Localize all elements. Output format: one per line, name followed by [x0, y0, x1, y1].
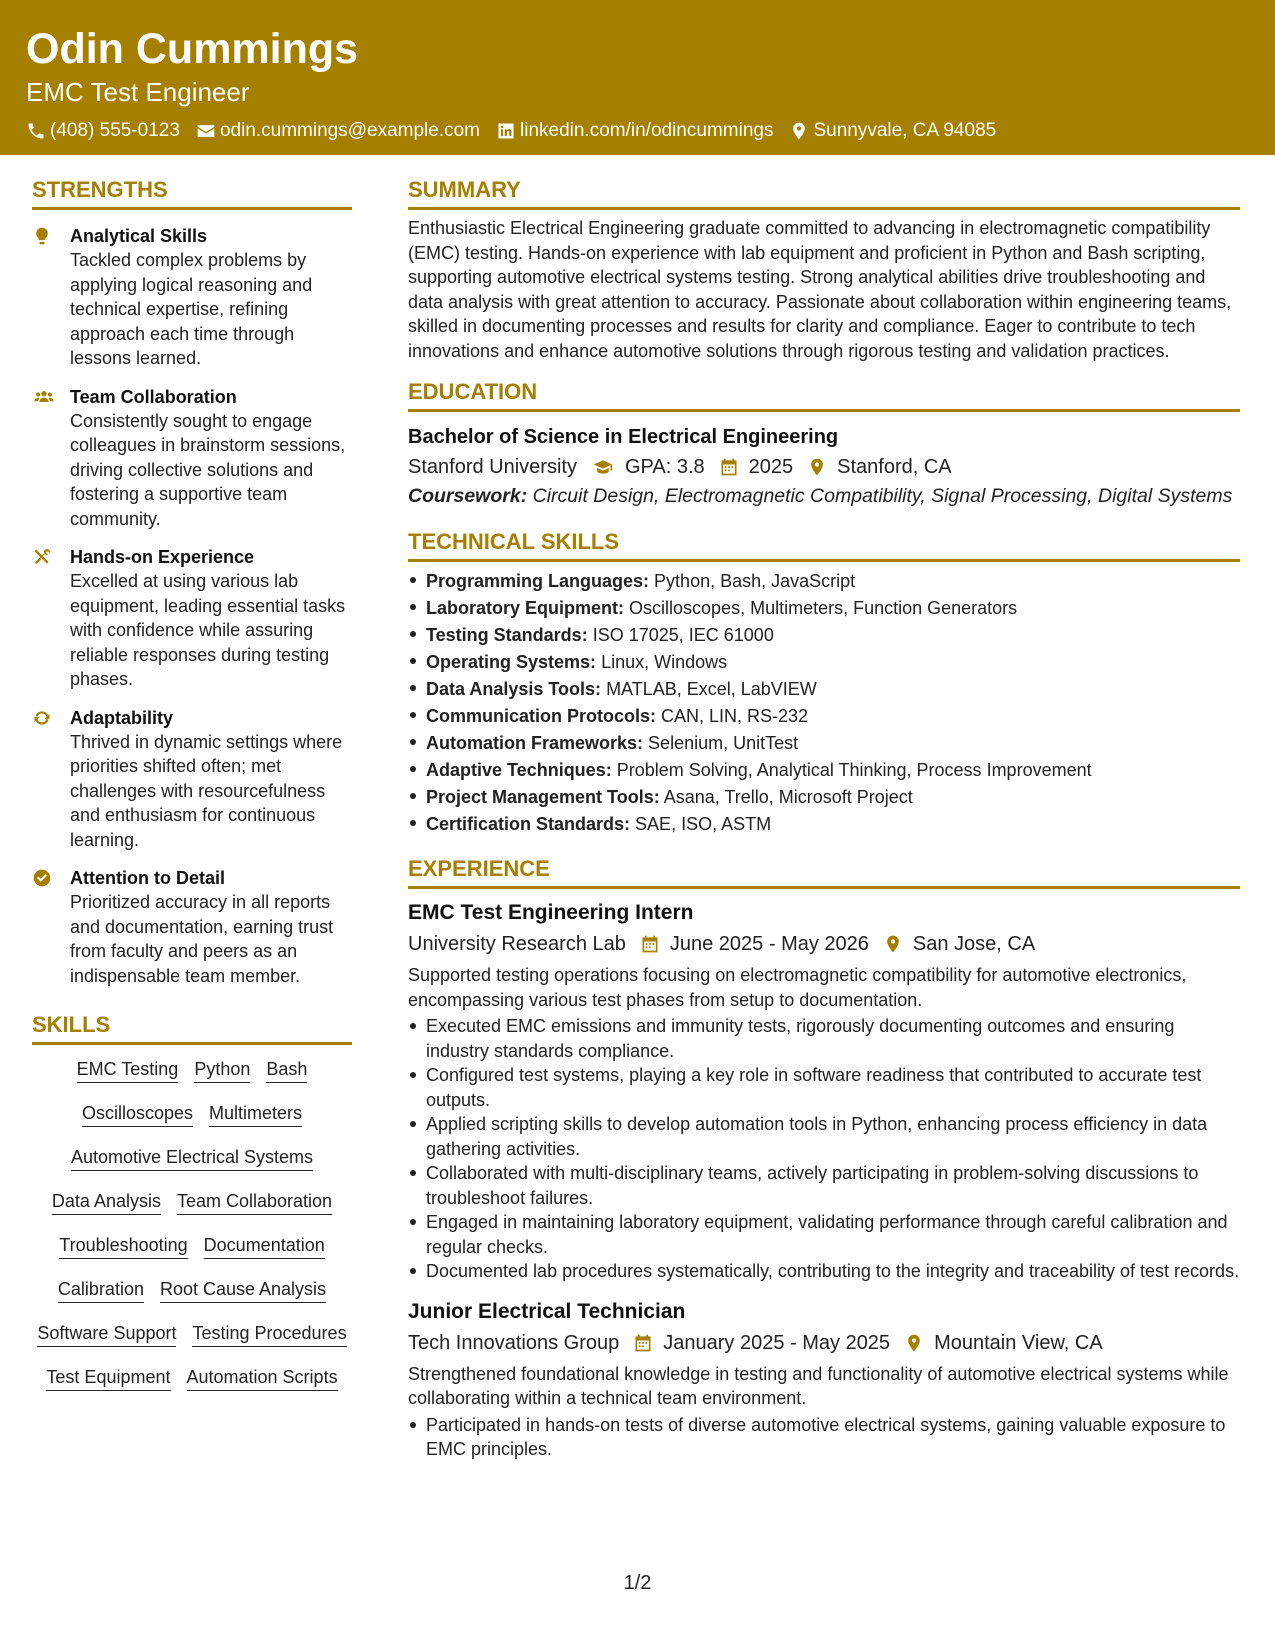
location-text: Sunnyvale, CA 94085 [813, 120, 997, 141]
strength-item [32, 224, 352, 371]
list-item: Applied scripting skills to develop automation tools in Python, enhancing process efficiency in data gathering activities. [408, 1112, 1240, 1161]
skill-tag: Multimeters [209, 1101, 302, 1127]
skills-heading: SKILLS [32, 1010, 352, 1045]
location-pin-icon [789, 121, 809, 141]
job-description: Strengthened foundational knowledge in testing and functionality of automotive electrical systems while collaborating within a technical team environment. [408, 1363, 1229, 1408]
check-circle-icon [32, 868, 52, 888]
company-name: Tech Innovations Group [408, 1331, 620, 1354]
list-item: Configured test systems, playing a key role in software readiness that contributed to accurate test outputs. [408, 1063, 1240, 1112]
calendar-icon [640, 934, 660, 954]
tech-value: MATLAB, Excel, LabVIEW [606, 679, 817, 699]
lightbulb-icon [32, 226, 52, 246]
job-meta [408, 1329, 1240, 1357]
job-dates: January 2025 - May 2025 [663, 1331, 891, 1354]
tech-value: Oscilloscopes, Multimeters, Function Generators [629, 598, 1018, 618]
strength-item [32, 706, 352, 853]
job-description: Supported testing operations focusing on electromagnetic compatibility for automotive electronics, encompassing various test phases from setup to documentation. [408, 965, 1187, 1010]
skill-tag: Python [194, 1057, 250, 1083]
tech-label: Automation Frameworks: [426, 733, 644, 753]
school-location: Stanford, CA [837, 456, 952, 478]
strengths-heading: STRENGTHS [32, 175, 352, 210]
experience-heading: EXPERIENCE [408, 854, 1240, 889]
strength-desc: Tackled complex problems by applying logical reasoning and technical expertise, refining approach each time through lessons learned. [70, 250, 313, 368]
skill-tag: Data Analysis [52, 1189, 161, 1215]
list-item: Documented lab procedures systematically, contributing to the integrity and traceability of test records. [408, 1259, 1240, 1284]
job-entry [408, 899, 1240, 1284]
technical-skills-list [408, 568, 1240, 838]
phone-text: (408) 555-0123 [50, 120, 180, 141]
summary-text: Enthusiastic Electrical Engineering graduate committed to advancing in electromagnetic compatibility (EMC) testing. Hands-on experience with lab equipment and proficient in Python and Bash scripting, supporting automotive electrical systems testing. Strong analytical abilities drive troubleshooting and data analysis with great attention to accuracy. Passionate about collaboration within engineering teams, skilled in documenting processes and results for clarity and compliance. Eager to contribute to tech innovations and enhance automotive solutions through rigorous testing and validation practices. [408, 218, 1232, 361]
list-item [408, 568, 1240, 595]
skill-tag: Automotive Electrical Systems [71, 1145, 313, 1171]
strength-item [32, 545, 352, 692]
skill-tag: Oscilloscopes [82, 1101, 193, 1127]
tech-value: Linux, Windows [601, 652, 728, 672]
left-column [32, 175, 352, 1391]
skill-tag: Troubleshooting [59, 1233, 187, 1259]
skill-tag: Software Support [37, 1321, 176, 1347]
tech-label: Certification Standards: [426, 814, 631, 834]
coursework-list: Circuit Design, Electromagnetic Compatibility, Signal Processing, Digital Systems [532, 485, 1233, 507]
tech-value: CAN, LIN, RS-232 [661, 706, 809, 726]
skill-tag: Test Equipment [46, 1365, 170, 1391]
job-meta [408, 930, 1240, 958]
strength-item [32, 866, 352, 988]
strength-desc: Consistently sought to engage colleagues in brainstorm sessions, driving collective solutions and fostering a supportive team community. [70, 410, 346, 529]
tech-value: Problem Solving, Analytical Thinking, Process Improvement [616, 760, 1092, 780]
tech-value: Python, Bash, JavaScript [654, 571, 856, 591]
list-item [408, 784, 1240, 811]
candidate-name: Odin Cummings [26, 25, 359, 73]
list-item: Collaborated with multi-disciplinary teams, actively participating in problem-solving discussions to troubleshoot failures. [408, 1161, 1240, 1210]
list-item [408, 730, 1240, 757]
contact-phone [26, 118, 180, 144]
contact-bar [26, 118, 1249, 144]
degree-title: Bachelor of Science in Electrical Engineering [408, 426, 839, 448]
skill-tag: Bash [266, 1057, 307, 1083]
list-item: Engaged in maintaining laboratory equipment, validating performance through careful calibration and regular checks. [408, 1210, 1240, 1259]
strength-desc: Prioritized accuracy in all reports and documentation, earning trust from faculty and peers as an indispensable team member. [70, 892, 334, 986]
tech-value: SAE, ISO, ASTM [635, 814, 772, 834]
skill-tag: Team Collaboration [177, 1189, 332, 1215]
graduation-cap-icon [591, 457, 615, 477]
right-column [408, 175, 1240, 1462]
list-item: Participated in hands-on tests of diverse automotive electrical systems, gaining valuable exposure to EMC principles. [408, 1413, 1240, 1462]
strength-title: Team Collaboration [70, 386, 237, 407]
education-meta [408, 453, 1240, 481]
contact-linkedin[interactable] [496, 118, 773, 144]
calendar-icon [633, 1333, 653, 1353]
skill-tag: Calibration [58, 1277, 144, 1303]
tech-label: Programming Languages: [426, 571, 650, 591]
coursework [408, 484, 1240, 509]
list-item [408, 595, 1240, 622]
job-location: Mountain View, CA [934, 1331, 1103, 1354]
skill-tag: Testing Procedures [192, 1321, 346, 1347]
technical-skills-heading: TECHNICAL SKILLS [408, 527, 1240, 562]
calendar-icon [719, 457, 739, 477]
tech-value: Selenium, UnitTest [648, 733, 799, 753]
list-item [408, 622, 1240, 649]
tech-value: Asana, Trello, Microsoft Project [663, 787, 913, 807]
strength-title: Analytical Skills [70, 226, 208, 246]
graduation-year: 2025 [748, 456, 794, 478]
list-item [408, 703, 1240, 730]
strength-item [32, 385, 352, 532]
skill-tag: Documentation [204, 1233, 325, 1259]
tech-value: ISO 17025, IEC 61000 [592, 625, 774, 645]
location-pin-icon [904, 1333, 924, 1353]
list-item: Executed EMC emissions and immunity tests, rigorously documenting outcomes and ensuring industry standards compliance. [408, 1014, 1240, 1063]
job-bullets [408, 1413, 1240, 1462]
phone-icon [26, 121, 46, 141]
tools-icon [32, 547, 52, 567]
gpa-value: GPA: 3.8 [624, 456, 705, 478]
tech-label: Laboratory Equipment: [426, 598, 625, 618]
envelope-icon [196, 121, 216, 141]
tech-label: Testing Standards: [426, 625, 588, 645]
linkedin-icon [496, 121, 516, 141]
job-title: EMC Test Engineering Intern [408, 901, 694, 924]
skill-tag: Automation Scripts [187, 1365, 338, 1391]
location-pin-icon [883, 934, 903, 954]
users-icon [32, 387, 56, 407]
coursework-label: Coursework: [408, 485, 528, 507]
strength-desc: Excelled at using various lab equipment, leading essential tasks with confidence while assuring reliable responses during testing phases. [70, 571, 346, 689]
list-item [408, 676, 1240, 703]
skills-list [32, 1057, 352, 1391]
skill-tag: EMC Testing [77, 1057, 179, 1083]
refresh-icon [32, 708, 52, 728]
contact-location [789, 118, 996, 144]
tech-label: Data Analysis Tools: [426, 679, 602, 699]
skill-tag: Root Cause Analysis [160, 1277, 326, 1303]
page-number: 1/2 [623, 1572, 652, 1594]
job-dates: June 2025 - May 2026 [669, 933, 869, 955]
job-bullets [408, 1014, 1240, 1284]
tech-label: Communication Protocols: [426, 706, 657, 726]
strength-desc: Thrived in dynamic settings where priorities shifted often; met challenges with resourcefulness and enthusiasm for continuous learning. [70, 731, 343, 850]
job-title: Junior Electrical Technician [408, 1299, 686, 1323]
company-name: University Research Lab [408, 933, 626, 955]
strength-title: Adaptability [70, 707, 174, 728]
strength-title: Hands-on Experience [70, 547, 255, 567]
location-pin-icon [807, 457, 827, 477]
list-item [408, 811, 1240, 838]
job-location: San Jose, CA [912, 933, 1036, 955]
tech-label: Operating Systems: [426, 652, 597, 672]
resume-header [0, 0, 1275, 155]
education-heading: EDUCATION [408, 377, 1240, 412]
list-item [408, 757, 1240, 784]
list-item [408, 649, 1240, 676]
contact-email[interactable] [196, 118, 480, 144]
linkedin-text[interactable]: linkedin.com/in/odincummings [520, 120, 774, 141]
job-entry [408, 1298, 1240, 1462]
strength-title: Attention to Detail [70, 868, 225, 888]
tech-label: Project Management Tools: [426, 787, 660, 807]
summary-heading: SUMMARY [408, 175, 1240, 210]
school-name: Stanford University [408, 456, 577, 478]
tech-label: Adaptive Techniques: [426, 760, 612, 780]
candidate-role: EMC Test Engineer [26, 77, 250, 107]
email-text[interactable]: odin.cummings@example.com [219, 120, 480, 141]
